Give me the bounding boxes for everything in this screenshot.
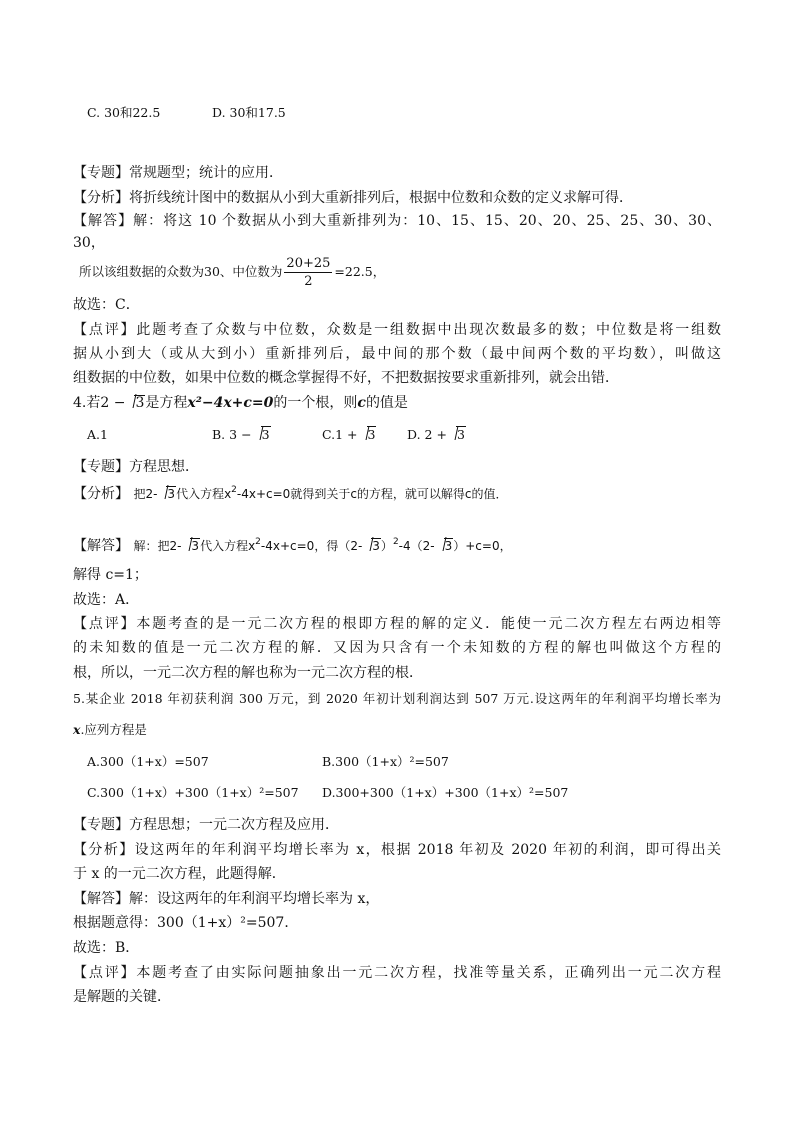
variable-c: c (357, 395, 366, 411)
solution-part: ） (380, 539, 393, 553)
q3-comment-line2: 据从小到大（或从大到小）重新排列后，最中间的那个数（最中间两个数的平均数），叫做这 (73, 346, 721, 362)
option-d: D. 30和17.5 (212, 105, 286, 120)
q4-stem-text: 是方程 (145, 395, 188, 411)
solution-label: 【解答】 (73, 538, 129, 554)
sqrt-sign (158, 484, 176, 504)
analysis-part: 代入方程x (176, 487, 232, 501)
q5-stem-text: .应列方程是 (80, 722, 147, 737)
q5-analysis-line1: 【分析】设这两年的年利润平均增长率为 x，根据 2018 年初及 2020 年初的利润，即可得出关 (73, 842, 721, 858)
q3-comment-line3: 组数据的中位数，如果中位数的概念掌握得不好，不把数据按要求重新排列，就会出错． (73, 370, 619, 386)
radicand: 3 (372, 539, 380, 553)
q5-analysis-line2: 于 x 的一元二次方程，此题得解． (73, 866, 286, 882)
q3-solution-line1: 【解答】解：将这 10 个数据从小到大重新排列为：10、15、15、20、20、25、25、30、30、 (73, 213, 721, 229)
sqrt-sign (436, 536, 454, 556)
q5-solution-line2: 根据题意得：300（1+x）²=507． (73, 915, 299, 931)
q4-solution (73, 536, 512, 556)
q4-comment-line1: 【点评】本题考查的是一元二次方程的根即方程的解的定义．能使一元二次方程左右两边相等 (73, 616, 721, 632)
q5-option-a: A.300（1+x）=507 (87, 754, 209, 769)
option-value: 2 + (424, 427, 447, 442)
sqrt-sign (448, 425, 466, 445)
option-value: 1 + (335, 427, 358, 442)
q4-stem-text2: 的一个根，则 (273, 395, 358, 411)
q3-solution-line2: 30， (73, 235, 105, 251)
analysis-text (133, 487, 507, 501)
q4-option-c (322, 425, 376, 445)
radicand: 3 (135, 395, 145, 411)
q3-topic: 【专题】常规题型；统计的应用． (73, 165, 283, 181)
q5-comment-line1: 【点评】本题考查了由实际问题抽象出一元二次方程，找准等量关系，正确列出一元二次方程 (73, 965, 721, 981)
q5-topic: 【专题】方程思想；一元二次方程及应用． (73, 817, 339, 833)
superscript: 2 (255, 537, 261, 547)
superscript: 2 (392, 537, 399, 547)
q5-solution-line1: 【解答】解：设这两年的年利润平均增长率为 x， (73, 891, 380, 907)
analysis-label: 【分析】 (73, 486, 129, 502)
q4-number: 4.若 (73, 395, 101, 411)
equation: x²−4x+c=0 (187, 395, 274, 411)
sqrt-sign (126, 393, 145, 413)
q5-stem-line1: 5.某企业 2018 年初获利润 300 万元，到 2020 年初计划利润达到 507 万元.设这两年的年利润平均增长率为 (73, 691, 721, 706)
analysis-part: 把2- (133, 487, 158, 501)
q5-answer: 故选：B． (73, 940, 140, 956)
sqrt-sign (359, 425, 377, 445)
q3-analysis: 【分析】将折线统计图中的数据从小到大重新排列后，根据中位数和众数的定义求解可得． (73, 190, 633, 206)
radicand: 3 (261, 427, 270, 442)
q3-solution-result: =22.5， (334, 264, 386, 279)
option-letter: B. (212, 427, 226, 442)
sqrt-sign (363, 536, 381, 556)
q4-option-a: A.1 (87, 427, 108, 442)
solution-part: ）+c=0， (453, 539, 512, 553)
q4-stem (73, 393, 408, 413)
q3-solution-text: 所以该组数据的众数为30、中位数为 (79, 264, 283, 279)
fraction-numerator: 20+25 (286, 256, 331, 271)
q5-comment-line2: 是解题的关键． (73, 989, 171, 1005)
q5-stem-line2 (73, 720, 147, 740)
radicand: 3 (367, 427, 376, 442)
q3-comment-line1: 【点评】此题考查了众数与中位数，众数是一组数据中出现次数最多的数；中位数是将一组数 (73, 322, 721, 338)
q4-topic: 【专题】方程思想． (73, 459, 199, 475)
option-letter: C. (322, 427, 336, 442)
median-fraction (284, 255, 332, 290)
root-value: 2 − (100, 395, 126, 411)
radicand: 3 (191, 539, 200, 553)
option-letter: D. (407, 427, 421, 442)
q3-answer: 故选：C． (73, 297, 140, 313)
q5-option-d: D.300+300（1+x）+300（1+x）²=507 (322, 785, 569, 800)
option-c: C. 30和22.5 (87, 105, 161, 120)
option-value: 3 − (229, 427, 252, 442)
solution-part: -4（2- (398, 539, 435, 553)
radicand: 3 (167, 487, 176, 501)
q4-analysis (73, 484, 508, 504)
analysis-part: -4x+c=0就得到关于c的方程，就可以解得c的值． (236, 487, 508, 501)
q3-solution-line3 (79, 255, 385, 290)
sqrt-sign (182, 536, 200, 556)
solution-text (133, 539, 511, 553)
radicand: 3 (456, 427, 465, 442)
fraction-denominator: 2 (304, 274, 313, 289)
q4-comment-line2: 的未知数的值是一元二次方程的解．又因为只含有一个未知数的方程的解也叫做这个方程的 (73, 640, 721, 656)
q5-option-b: B.300（1+x）²=507 (322, 754, 449, 769)
variable-x: x (73, 722, 81, 737)
q4-result: 解得 c=1； (73, 567, 148, 583)
q4-option-d (407, 425, 466, 445)
radicand: 3 (444, 539, 453, 553)
solution-part: -4x+c=0，得（2- (260, 539, 363, 553)
superscript: 2 (231, 485, 237, 495)
q4-stem-end: 的值是 (365, 395, 408, 411)
q4-comment-line3: 根，所以，一元二次方程的解也称为一元二次方程的根． (73, 665, 423, 681)
solution-part: 代入方程x (200, 539, 256, 553)
q4-option-b (212, 425, 271, 445)
q4-answer: 故选：A． (73, 592, 140, 608)
solution-part: 解：把2- (133, 539, 182, 553)
q5-option-c: C.300（1+x）+300（1+x）²=507 (87, 785, 299, 800)
sqrt-sign (253, 425, 271, 445)
